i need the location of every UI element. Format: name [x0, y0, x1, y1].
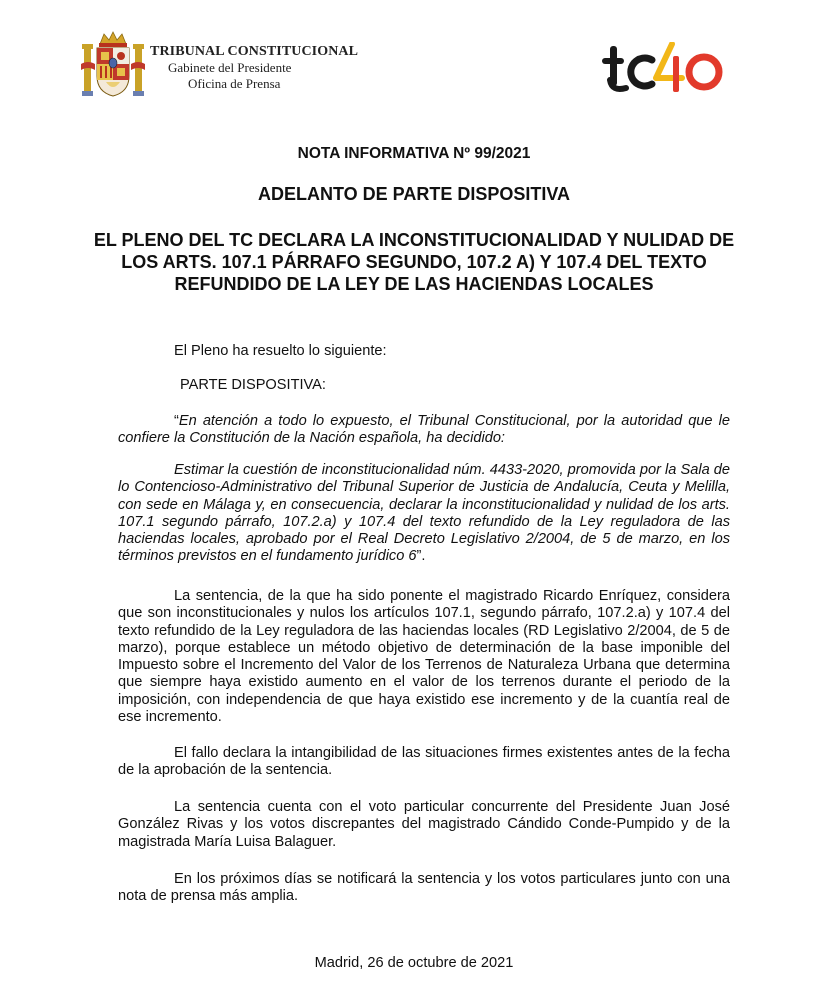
atencion-text: En atención a todo lo expuesto, el Tribunal Constitucional, por la autoridad que le confiere la Constitución de la Nación española, ha decidido: [118, 413, 730, 447]
tc40-logo [600, 42, 724, 96]
document-date: Madrid, 26 de octubre de 2021 [314, 955, 514, 971]
paragraph-voto: La sentencia cuenta con el voto particular concurrente del Presidente Juan José González Rivas y los votos discrepantes del magistrado Cándido Conde-Pumpido y de la magistrada María Luisa Balaguer. [118, 799, 730, 850]
organization-name: TRIBUNAL CONSTITUCIONAL [150, 44, 359, 59]
coat-of-arms-icon [80, 30, 146, 100]
intro-text: El Pleno ha resuelto lo siguiente: [174, 343, 387, 359]
paragraph-sentencia: La sentencia, de la que ha sido ponente el magistrado Ricardo Enríquez, considera que son inconstitucionales y nulos los artículos 107.1, segundo párrafo, 107.2.a) y 107.4 del texto refundido de la Ley reguladora de las haciendas locales (RD Legislativo 2/2004, de 5 de marzo), porque establece un método objetivo de determinación de la base imponible del Impuesto sobre el Incremento del Valor de los Terrenos de Naturaleza Urbana que determina que siempre haya existido aumento en el valor de los terrenos durante el periodo de la imposición, con independencia de que haya existido ese incremento y de la cuantía real de ese incremento. [118, 588, 730, 726]
organization-department: Gabinete del Presidente [168, 60, 292, 75]
document-headline: EL PLENO DEL TC DECLARA LA INCONSTITUCIONALIDAD Y NULIDAD DE LOS ARTS. 107.1 PÁRRAFO SEGUNDO, 107.2 A) Y 107.4 DEL TEXTO REFUNDIDO DE LA LEY DE LAS HACIENDAS LOCALES [93, 230, 735, 294]
document-subtitle: ADELANTO DE PARTE DISPOSITIVA [257, 184, 571, 204]
nota-number: NOTA INFORMATIVA Nº 99/2021 [297, 145, 531, 162]
paragraph-proximos: En los próximos días se notificará la sentencia y los votos particulares junto con una nota de prensa más amplia. [118, 871, 730, 905]
closing-quote: ”. [416, 548, 426, 565]
quote-estimar [118, 462, 730, 566]
organization-office: Oficina de Prensa [188, 76, 281, 91]
parte-dispositiva-label: PARTE DISPOSITIVA: [180, 377, 326, 393]
estimar-text: Estimar la cuestión de inconstitucionalidad núm. 4433-2020, promovida por la Sala de lo Contencioso-Administrativo del Tribunal Superior de Justicia de Andalucía, Ceuta y Melilla, con sede en Málaga y, en consecuencia, declarar la inconstitucionalidad y nulidad de los arts. 107.1 segundo párrafo, 107.2.a) y 107.4 del texto refundido de la Ley reguladora de las haciendas locales, aprobado por el Real Decreto Legislativo 2/2004, de 5 de marzo, en los términos previstos en el fundamento jurídico 6 [118, 462, 730, 565]
quote-atencion [118, 413, 730, 448]
paragraph-fallo: El fallo declara la intangibilidad de las situaciones firmes existentes antes de la fecha de la aprobación de la sentencia. [118, 745, 730, 779]
opening-quote: “ [174, 413, 179, 429]
organization-header [150, 44, 358, 92]
